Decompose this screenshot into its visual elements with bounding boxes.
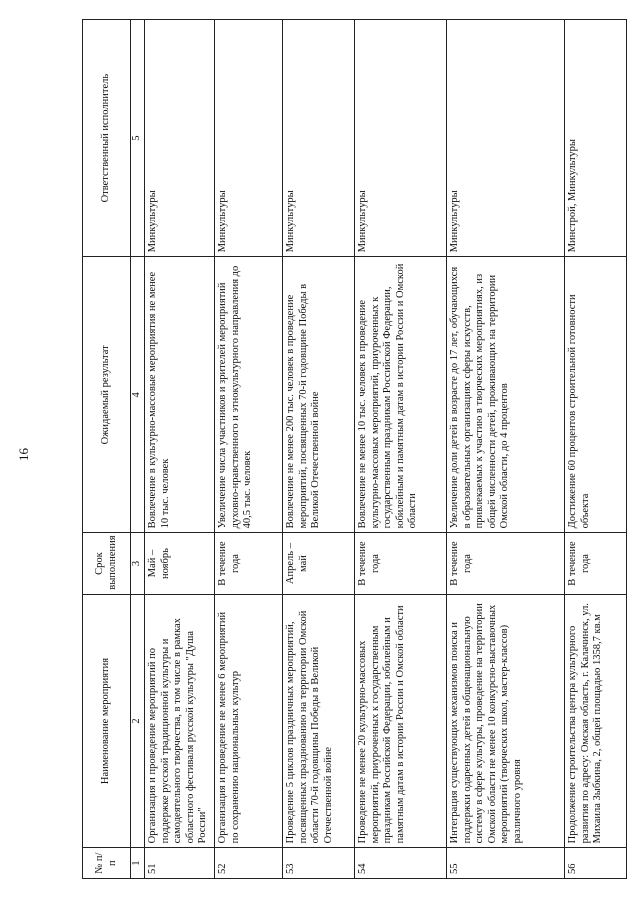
column-index: 1 bbox=[131, 848, 145, 879]
header-responsible: Ответственный исполнитель bbox=[83, 20, 131, 257]
header-name: Наименование мероприятия bbox=[83, 594, 131, 848]
activity-term: Апрель – май bbox=[283, 533, 355, 594]
row-number: 54 bbox=[355, 848, 447, 879]
expected-result: Увеличение числа участников и зрителей мероприятий духовно-нравственного и этнокультурного направления до 40,5 тыс. человек bbox=[215, 257, 283, 533]
responsible-executor: Минкультуры bbox=[145, 20, 215, 257]
activity-term: В течение года bbox=[447, 533, 565, 594]
row-number: 51 bbox=[145, 848, 215, 879]
table-row bbox=[565, 20, 627, 879]
column-index-row bbox=[131, 20, 145, 879]
responsible-executor: Минкультуры bbox=[283, 20, 355, 257]
expected-result: Вовлечение в культурно-массовые мероприятия не менее 10 тыс. человек bbox=[145, 257, 215, 533]
table-header-row bbox=[83, 20, 131, 879]
activity-name: Проведение не менее 20 культурно-массовых мероприятий, приуроченных к государственным праздникам Российской Федерации, юбилейным и памятным датам в истории России и Омской области bbox=[355, 594, 447, 848]
activity-name: Организация и проведение не менее 6 мероприятий по сохранению национальных культур bbox=[215, 594, 283, 848]
page-number: 16 bbox=[16, 448, 31, 461]
row-number: 53 bbox=[283, 848, 355, 879]
expected-result: Достижение 60 процентов строительной готовности объекта bbox=[565, 257, 627, 533]
table-row bbox=[215, 20, 283, 879]
activities-table bbox=[82, 19, 627, 879]
table-row bbox=[283, 20, 355, 879]
table-row bbox=[447, 20, 565, 879]
table-row bbox=[145, 20, 215, 879]
column-index: 5 bbox=[131, 20, 145, 257]
header-term: Срок выполнения bbox=[83, 533, 131, 594]
activity-term: В течение года bbox=[565, 533, 627, 594]
column-index: 2 bbox=[131, 594, 145, 848]
responsible-executor: Минкультуры bbox=[355, 20, 447, 257]
responsible-executor: Минкультуры bbox=[215, 20, 283, 257]
activity-term: В течение года bbox=[355, 533, 447, 594]
rotated-page bbox=[82, 19, 627, 879]
row-number: 52 bbox=[215, 848, 283, 879]
header-result: Ожидаемый результат bbox=[83, 257, 131, 533]
row-number: 56 bbox=[565, 848, 627, 879]
expected-result: Увеличение доли детей в возрасте до 17 лет, обучающихся в образовательных организациях сферы искусств, привлекаемых к участию в творческих мероприятиях, из общей численности детей, проживающих на территории Омской области, до 4 процентов bbox=[447, 257, 565, 533]
activity-name: Организация и проведение мероприятий по поддержке русской традиционной культуры и самодеятельного творчества, в том числе в рамках областного фестиваля русской культуры "Душа России" bbox=[145, 594, 215, 848]
activity-term: В течение года bbox=[215, 533, 283, 594]
row-number: 55 bbox=[447, 848, 565, 879]
table-row bbox=[355, 20, 447, 879]
activity-name: Проведение 5 циклов праздничных мероприятий, посвященных празднованию на территории Омской области 70-й годовщины Победы в Великой Отечественной войне bbox=[283, 594, 355, 848]
expected-result: Вовлечение не менее 10 тыс. человек в проведение культурно-массовых мероприятий, приуроченных к государственным праздникам Российской Федерации, юбилейным и памятным датам в истории России и Омской области bbox=[355, 257, 447, 533]
column-index: 4 bbox=[131, 257, 145, 533]
activity-term: Май – ноябрь bbox=[145, 533, 215, 594]
responsible-executor: Минстрой, Минкультуры bbox=[565, 20, 627, 257]
activity-name: Интеграция существующих механизмов поиска и поддержки одаренных детей в общенациональную систему в сфере культуры, проведение на территории Омской области не менее 10 конкурсно-выставочных мероприятий (творческих школ, мастер-классов) различного уровня bbox=[447, 594, 565, 848]
header-num: № п/п bbox=[83, 848, 131, 879]
activity-name: Продолжение строительства центра культурного развития по адресу: Омская область, г. Калачинск, ул. Михаила Зыбкина, 2, общей площадью 1358,7 кв.м bbox=[565, 594, 627, 848]
column-index: 3 bbox=[131, 533, 145, 594]
responsible-executor: Минкультуры bbox=[447, 20, 565, 257]
expected-result: Вовлечение не менее 200 тыс. человек в проведение мероприятий, посвященных 70-й годовщине Победы в Великой Отечественной войне bbox=[283, 257, 355, 533]
